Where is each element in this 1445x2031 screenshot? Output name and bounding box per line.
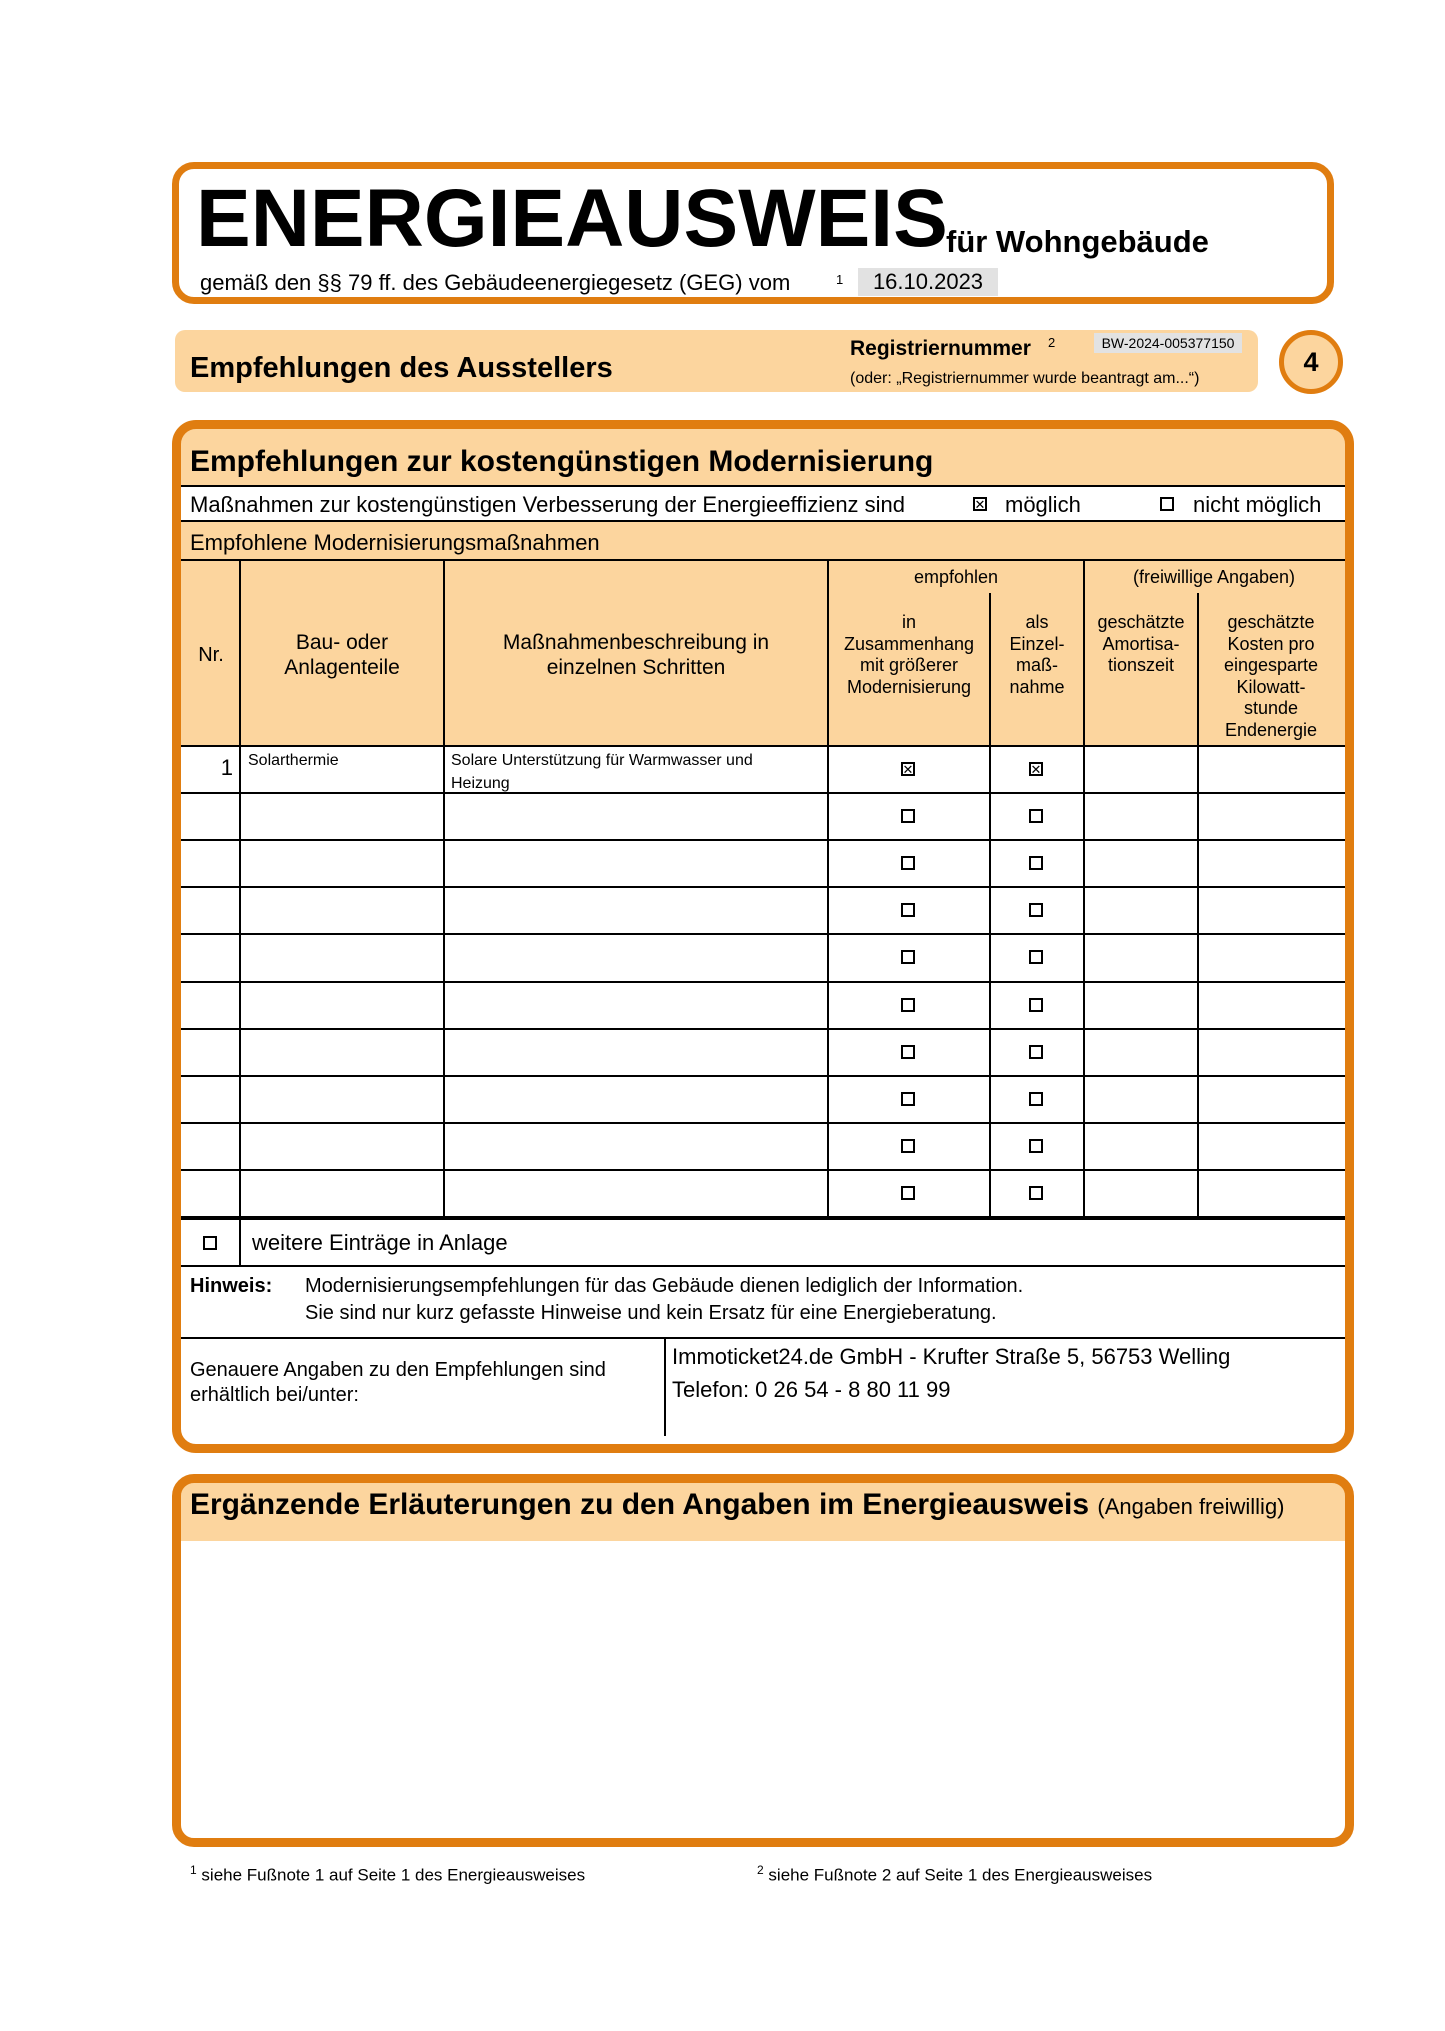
checkmark-icon: ✕ — [902, 761, 914, 777]
aussteller-title: Empfehlungen des Ausstellers — [190, 352, 613, 384]
modernisierung-frame — [172, 420, 1354, 1453]
erlaeuterungen-title-text: Ergänzende Erläuterungen zu den Angaben im Energieausweis — [190, 1488, 1090, 1521]
registration-label: Registriernummer — [850, 337, 1031, 360]
empfohlene-label: Empfohlene Modernisierungsmaßnahmen — [190, 530, 600, 555]
col-header-bauteile: Bau- oder Anlagenteile — [284, 631, 400, 680]
footnote-2 — [757, 1863, 1152, 1886]
massnahmen-statement: Maßnahmen zur kostengünstigen Verbesserung der Energieeffizienz sind — [190, 492, 906, 517]
weitere-eintraege-label: weitere Einträge in Anlage — [252, 1230, 508, 1255]
legal-basis-line: gemäß den §§ 79 ff. des Gebäudeenergiegesetz (GEG) vom — [200, 270, 791, 295]
col-header-einzelmassnahme: als Einzel- maß- nahme — [1009, 612, 1065, 697]
checkmark-icon: ✕ — [974, 496, 986, 512]
genauere-line-2: erhältlich bei/unter: — [190, 1384, 359, 1406]
checkmark-icon: ✕ — [1030, 761, 1042, 777]
footnote-1-marker: 1 — [190, 1863, 197, 1877]
col-header-kosten: geschätzte Kosten pro eingesparte Kilowatt- stunde Endenergie — [1223, 612, 1319, 740]
registration-footnote-marker: 2 — [1048, 335, 1056, 350]
registration-note: (oder: „Registriernummer wurde beantragt am...“) — [850, 370, 1200, 387]
modernisierung-title: Empfehlungen zur kostengünstigen Modernisierung — [190, 445, 934, 478]
hinweis-label: Hinweis: — [190, 1275, 273, 1297]
document-title: ENERGIEAUSWEIS — [196, 173, 948, 264]
option-moeglich-label: möglich — [1005, 492, 1081, 517]
footnote-marker-1: 1 — [836, 272, 844, 287]
col-group-empfohlen: empfohlen — [913, 567, 999, 587]
page-number-badge: 4 — [1279, 330, 1343, 394]
hinweis-line-2: Sie sind nur kurz gefasste Hinweise und kein Ersatz für eine Energieberatung. — [305, 1302, 997, 1324]
erlaeuterungen-note: (Angaben freiwillig) — [1097, 1494, 1285, 1519]
erlaeuterungen-frame — [172, 1474, 1354, 1847]
row-bauteil[interactable]: Solarthermie — [248, 752, 339, 769]
footnote-1-text: siehe Fußnote 1 auf Seite 1 des Energieausweises — [201, 1865, 586, 1885]
hinweis-line-1: Modernisierungsempfehlungen für das Gebäude dienen lediglich der Information. — [305, 1275, 1024, 1297]
col-header-beschreibung: Maßnahmenbeschreibung in einzelnen Schritten — [502, 631, 770, 680]
footnote-1 — [190, 1863, 585, 1886]
contact-phone: Telefon: 0 26 54 - 8 80 11 99 — [672, 1377, 951, 1402]
issue-date-field[interactable]: 16.10.2023 — [858, 268, 998, 296]
col-header-amortisation: geschätzte Amortisa- tionszeit — [1097, 612, 1185, 676]
footnote-2-marker: 2 — [757, 1863, 764, 1877]
footnote-2-text: siehe Fußnote 2 auf Seite 1 des Energieausweises — [768, 1865, 1153, 1885]
contact-address: Immoticket24.de GmbH - Krufter Straße 5, 56753 Welling — [672, 1344, 1231, 1369]
col-header-nr: Nr. — [198, 644, 224, 666]
row-beschreibung[interactable]: Solare Unterstützung für Warmwasser und Heizung — [451, 752, 753, 793]
option-nicht-moeglich-label: nicht möglich — [1193, 492, 1322, 517]
col-header-in-zusammenhang: in Zusammenhang mit größerer Modernisierung — [843, 612, 975, 697]
col-group-freiwillig: (freiwillige Angaben) — [1132, 567, 1296, 587]
registration-number-field[interactable]: BW-2024-005377150 — [1094, 333, 1242, 353]
genauere-line-1: Genauere Angaben zu den Empfehlungen sind — [190, 1359, 606, 1381]
row-nr: 1 — [220, 755, 233, 780]
document-subtitle: für Wohngebäude — [946, 224, 1209, 259]
